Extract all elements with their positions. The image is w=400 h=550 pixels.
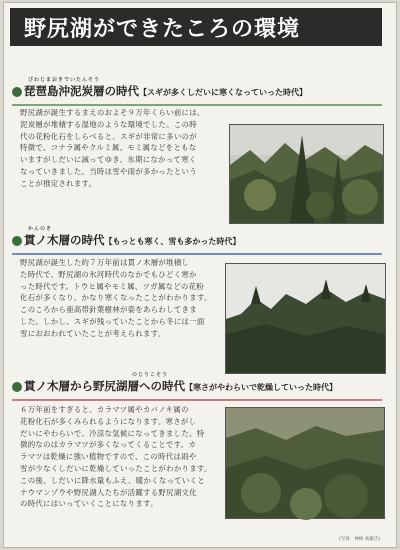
heading-text: 貫ノ木層から野尻湖層への時代 [24,379,185,393]
heading-text: 貫ノ木層の時代 [24,233,105,247]
heading-ruby: かんのき [28,226,53,232]
section-biwajima [12,77,382,106]
section-body: ６万年前をすぎると、カラマツ属やカバノキ属の 花粉化石が多くみられるようになります。寒さがし だいにやわらいで、冷涼な気候になってきました。特 徴的なのはカラマツが多くなってくることです。カ ラマツは乾燥に強い植物ですので、この時代は雨や 雪が少なくしだいに乾燥していったことがわかります。 この後、しだいに降水量もふえ、暖かくなっていくと ナウマンゾウや野尻湖人たちが活躍する野尻湖文化 の時代にはいっていくことになります。 [20,405,212,509]
section-body: 野尻湖が誕生するまえのおよそ９万年くらい前には、 泥炭層が堆積する湿地のような環境でした。この時 代の花粉化石をしらべると、スギが非常に多いのが 特徴で、コナラ属やクルミ属、モミ属などをともな いますがしだいに減ってゆき、氷期になかって寒く なっていきました。当時は雪や雨が多かったという ことが推定されます。 [20,108,205,188]
forest-photo-sugi [229,124,384,224]
section-rule [12,104,382,106]
bullet-icon [12,382,22,392]
section-rule [12,253,382,255]
page-title: 野尻湖ができたころの環境 [10,8,382,46]
section-heading [12,226,382,252]
heading-ruby: のじりこそう [132,372,169,378]
section-body: 野尻湖が誕生した約７万年前は貫ノ木層が堆積し た時代で、野尻湖の氷河時代のなかでもひどく寒か った時代です。トウヒ属やモミ属、ツガ属などの花粉 化石が多くなり、かなり寒くなったことがわかります。 このころから亜高帯針葉樹林が姿をあらわしてきま した。しかし、スギが残っていたことから冬には一面 雪におおわれていたことが考えられます。 [20,258,212,338]
heading-subtitle: 【もっとも寒く、雪も多かった時代】 [104,237,241,246]
bullet-icon [12,87,22,97]
section-kannoki-nojiriko [12,372,382,401]
section-heading [12,372,382,398]
section-rule [12,399,382,401]
heading-ruby: びわじまおきでいたんそう [28,77,101,83]
photo-credit: (写真：神林 高雄氏) [339,537,380,542]
forest-photo-conifer [225,263,386,374]
heading-subtitle: 【スギが多くしだいに寒くなっていった時代】 [139,88,307,97]
bullet-icon [12,236,22,246]
heading-text: 琵琶島沖泥炭層の時代 [24,84,139,98]
heading-subtitle: 【寒さがやわらいで乾燥していった時代】 [185,383,337,392]
section-heading [12,77,382,103]
forest-photo-larch [225,407,385,519]
section-kannoki [12,226,382,255]
